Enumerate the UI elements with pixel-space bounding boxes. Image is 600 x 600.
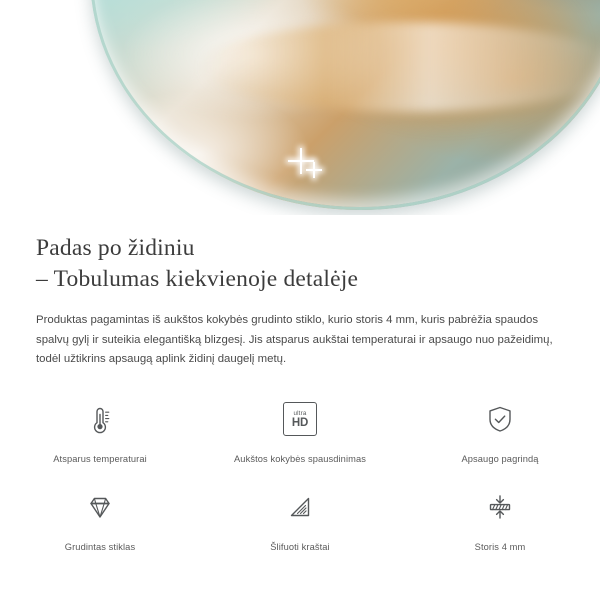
headline-line-1: Padas po židiniu <box>36 235 195 261</box>
feature-label: Storis 4 mm <box>474 542 526 552</box>
text-content <box>0 215 600 370</box>
hd-badge-top: ultra <box>293 409 307 417</box>
feature-label: Grudintas stiklas <box>64 542 136 552</box>
feature-item-polished-edges <box>200 481 400 553</box>
thermometer-icon <box>71 393 129 445</box>
page-title <box>0 215 600 295</box>
feature-item-tempered-glass <box>0 481 200 553</box>
glass-edge <box>90 0 600 210</box>
polished-edge-icon <box>271 481 329 533</box>
hero-image <box>0 0 600 215</box>
feature-grid <box>0 393 600 553</box>
feature-label: Šlifuoti kraštai <box>270 542 330 552</box>
headline-line-2: – Tobulumas kiekvienoje detalėje <box>36 266 359 292</box>
diamond-icon <box>71 481 129 533</box>
round-glass-board-image <box>90 0 600 210</box>
feature-label: Apsaugo pagrindą <box>461 454 539 464</box>
hd-badge-bottom: HD <box>291 416 309 429</box>
feature-item-surface-protection <box>400 393 600 465</box>
description-paragraph: Produktas pagamintas iš aukštos kokybės grudinto stiklo, kurio storis 4 mm, kuris pabrėžia spaudos spalvų gylį ir suteikia elegantišką blizgesį. Jis atsparus aukštai temperaturai ir apsaugo nuo pažeidimų, todėl užtikrins apsaugą aplink židinį daugelį metų. <box>36 314 553 365</box>
feature-label: Aukštos kokybės spausdinimas <box>234 454 366 464</box>
thickness-icon <box>471 481 529 533</box>
feature-item-temperature <box>0 393 200 465</box>
shield-check-icon <box>471 393 529 445</box>
feature-item-thickness <box>400 481 600 553</box>
ultra-hd-icon <box>271 393 329 445</box>
feature-item-print-quality <box>200 393 400 465</box>
feature-label: Atsparus temperaturai <box>53 454 147 464</box>
